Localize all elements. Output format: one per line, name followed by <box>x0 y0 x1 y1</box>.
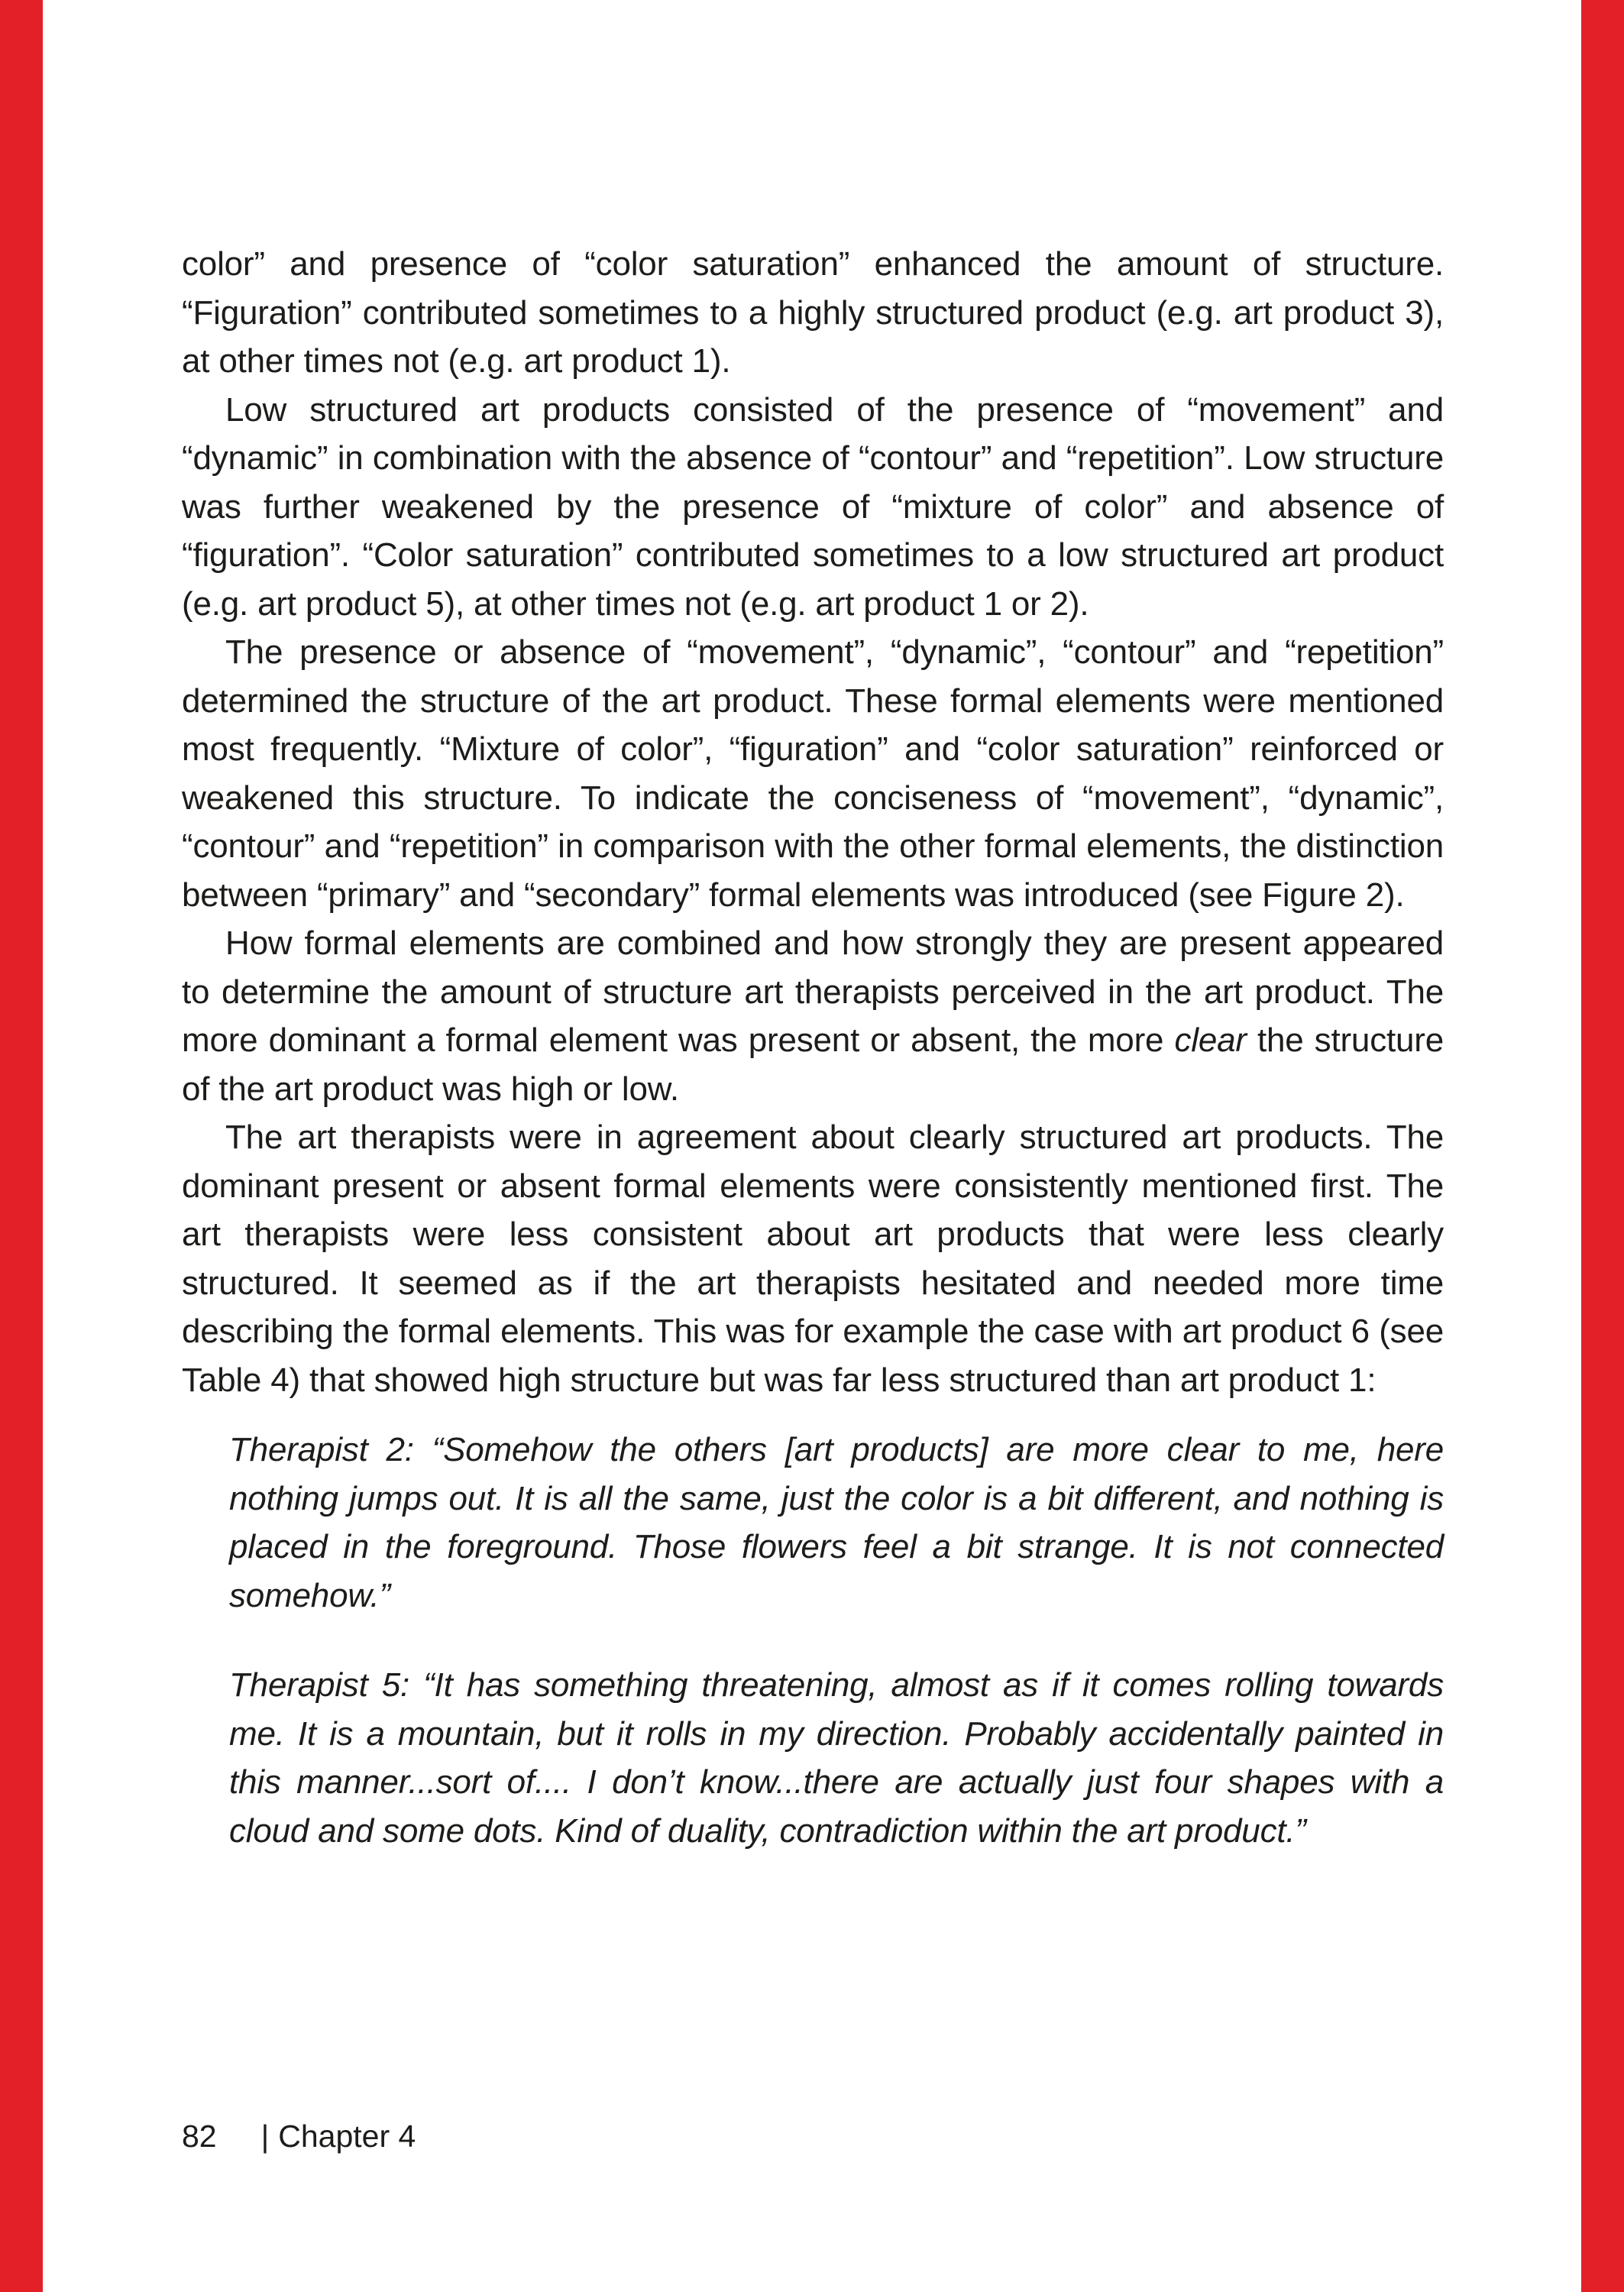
blockquote-therapist-2: Therapist 2: “Somehow the others [art products] are more clear to me, here nothing jumps out. It is all the same, just the color is a bit different, and nothing is placed in the foreground. Those flowers feel a bit strange. It is not connected somehow.” <box>229 1431 1444 1614</box>
emphasized-word: clear <box>1174 1021 1247 1059</box>
paragraph-formal-elements-combined <box>182 919 1444 1113</box>
paragraph-continuation: color” and presence of “color saturation” enhanced the amount of structure. “Figuration” contributed sometimes to a highly structured product (e.g. art product 3), at other times not (e.g. art product 1). <box>182 245 1444 380</box>
chapter-label: Chapter 4 <box>278 2119 416 2154</box>
page-text-block <box>182 240 1444 1855</box>
paragraph-low-structured: Low structured art products consisted of the presence of “movement” and “dynamic” in combination with the absence of “contour” and “repetition”. Low structure was further weakened by the presence of “mixture of color” and absence of “figuration”. “Color saturation” contributed sometimes to a low structured art product (e.g. art product 5), at other times not (e.g. art product 1 or 2). <box>182 390 1444 623</box>
paragraph-segment-pre: How formal elements are combined and how strongly they are present appeared to determine the amount of structure art therapists perceived in the art product. The more dominant a formal element was present or absent, the more <box>182 924 1444 1059</box>
paragraph-presence-absence: The presence or absence of “movement”, “dynamic”, “contour” and “repetition” determined the structure of the art product. These formal elements were mentioned most frequently. “Mixture of color”, “figuration” and “color saturation” reinforced or weakened this structure. To indicate the conciseness of “movement”, “dynamic”, “contour” and “repetition” in comparison with the other formal elements, the distinction between “primary” and “secondary” formal elements was introduced (see Figure 2). <box>182 633 1444 914</box>
left-page-edge-bar <box>0 0 43 2292</box>
page-number: 82 <box>182 2119 217 2154</box>
page-footer <box>182 2115 416 2158</box>
paragraph-therapist-agreement: The art therapists were in agreement about clearly structured art products. The dominant present or absent formal elements were consistently mentioned first. The art therapists were less consistent about art products that were less clearly structured. It seemed as if the art therapists hesitated and needed more time describing the formal elements. This was for example the case with art product 6 (see Table 4) that showed high structure but was far less structured than art product 1: <box>182 1118 1444 1399</box>
paragraph-segment-post: the structure of the art product was high or low. <box>182 1021 1444 1108</box>
blockquote-therapist-5: Therapist 5: “It has something threatening, almost as if it comes rolling towards me. It is a mountain, but it rolls in my direction. Probably accidentally painted in this manner...sort of.... I don’t know...there are actually just four shapes with a cloud and some dots. Kind of duality, contradiction within the art product.” <box>229 1666 1444 1850</box>
right-page-edge-bar <box>1581 0 1624 2292</box>
footer-separator: | <box>260 2119 270 2154</box>
